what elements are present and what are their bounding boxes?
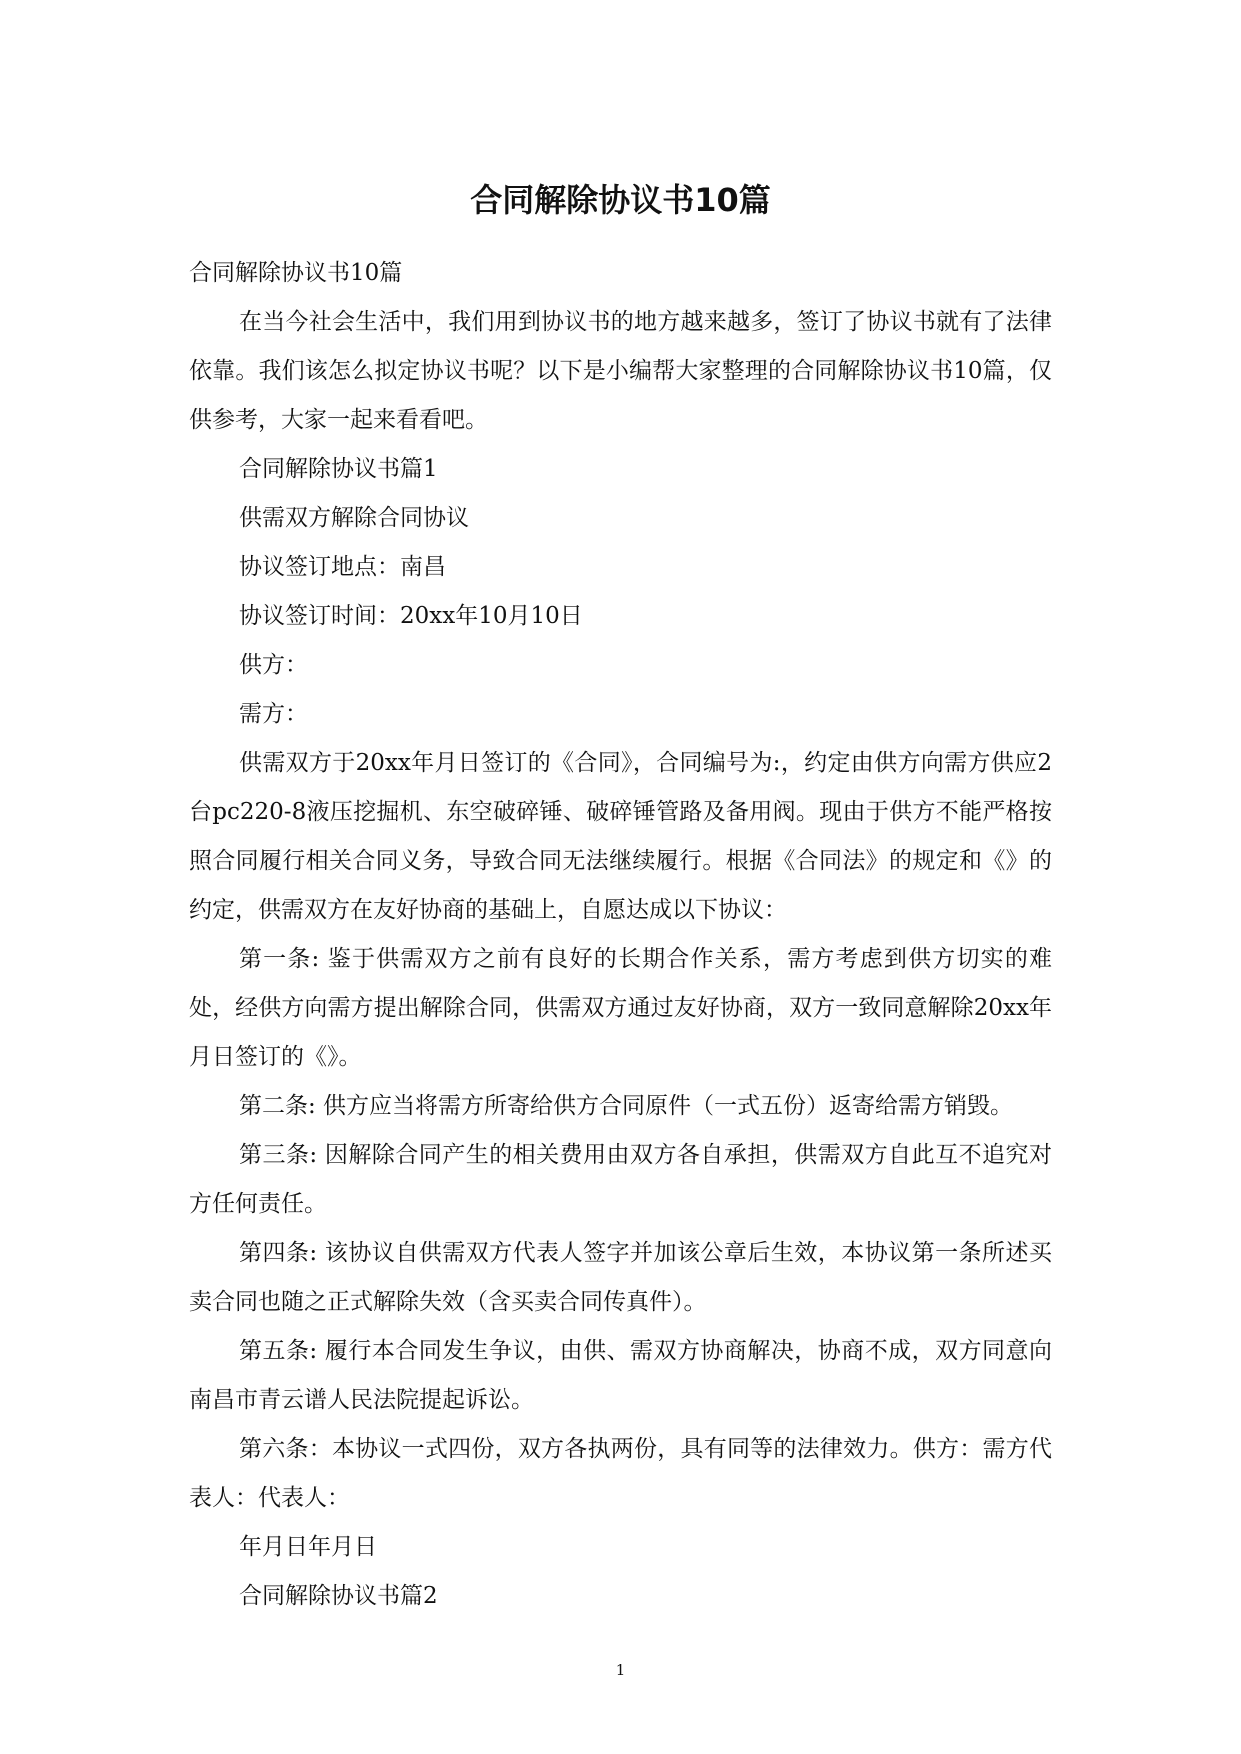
document-body (189, 249, 1052, 1621)
article-5: 第五条: 履行本合同发生争议，由供、需双方协商解决，协商不成，双方同意向南昌市青云谱人民法院提起诉讼。 (189, 1338, 1052, 1413)
preamble-paragraph: 供需双方于20xx年月日签订的《合同》，合同编号为:，约定由供方向需方供应2台pc220-8液压挖掘机、东空破碎锤、破碎锤管路及备用阀。现由于供方不能严格按照合同履行相关合同义务，导致合同无法继续履行。根据《合同法》的规定和《》的约定，供需双方在友好协商的基础上，自愿达成以下协议： (189, 750, 1052, 923)
date-line: 年月日年月日 (239, 1534, 377, 1560)
subtitle-paragraph: 合同解除协议书10篇 (189, 260, 403, 286)
article-2: 第二条: 供方应当将需方所寄给供方合同原件（一式五份）返寄给需方销毁。 (239, 1093, 1014, 1119)
page-number: 1 (615, 1661, 626, 1679)
intro-paragraph: 在当今社会生活中，我们用到协议书的地方越来越多，签订了协议书就有了法律依靠。我们该怎么拟定协议书呢？以下是小编帮大家整理的合同解除协议书10篇，仅供参考，大家一起来看看吧。 (189, 309, 1052, 433)
article-1: 第一条: 鉴于供需双方之前有良好的长期合作关系，需方考虑到供方切实的难处，经供方向需方提出解除合同，供需双方通过友好协商，双方一致同意解除20xx年月日签订的《》。 (189, 946, 1052, 1070)
article-3: 第三条: 因解除合同产生的相关费用由双方各自承担，供需双方自此互不追究对方任何责任。 (189, 1142, 1052, 1217)
article-6: 第六条：本协议一式四份，双方各执两份，具有同等的法律效力。供方：需方代表人：代表人： (189, 1436, 1052, 1511)
document-title: 合同解除协议书10篇 (470, 181, 771, 219)
section-heading-1: 合同解除协议书篇1 (239, 456, 438, 482)
signing-place: 协议签订地点：南昌 (239, 554, 446, 580)
supplier-line: 供方： (239, 652, 308, 678)
agreement-name: 供需双方解除合同协议 (239, 505, 469, 531)
article-4: 第四条: 该协议自供需双方代表人签字并加该公章后生效，本协议第一条所述买卖合同也随之正式解除失效（含买卖合同传真件）。 (189, 1240, 1052, 1315)
buyer-line: 需方： (239, 701, 308, 727)
signing-date: 协议签订时间：20xx年10月10日 (239, 603, 583, 629)
section-heading-2: 合同解除协议书篇2 (239, 1583, 438, 1609)
